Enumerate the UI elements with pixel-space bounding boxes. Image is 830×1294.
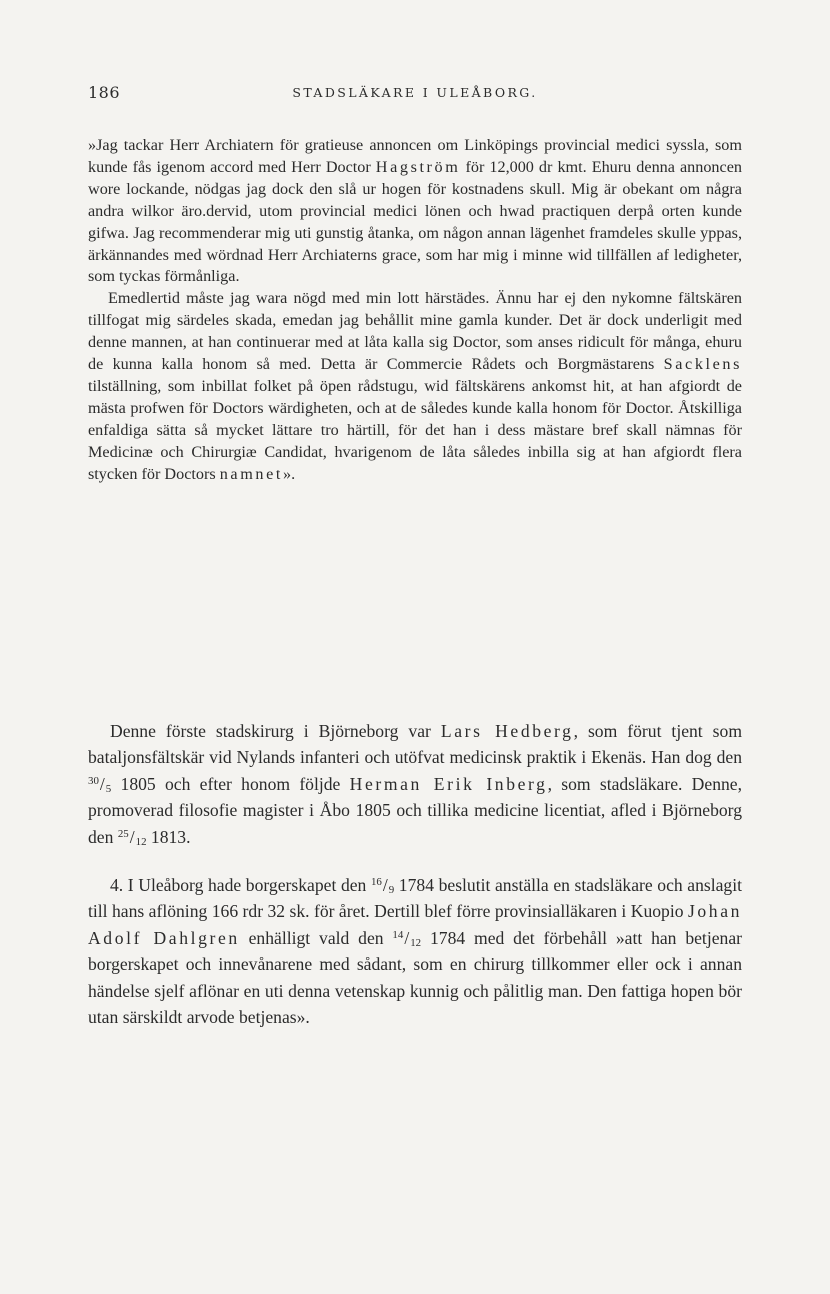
- quote-paragraph-1: »Jag tackar Herr Archiatern för gratieuse annoncen om Linköpings provincial medici syssla, som kunde fås igenom accord med Herr Doctor Hagström för 12,000 dr kmt. Ehuru denna annoncen wore lockande, nödgas jag dock den slå ur hogen för kostnadens skull. Mig är obekant om några andra wilkor äro.dervid, utom provincial medici lönen och hwad practiquen derpå orten kunde gifwa. Jag recommenderar mig uti gunstig åtanka, om någon annan lägenhet framdeles skulle yppas, ärkännandes med wördnad Herr Archiaterns grace, som har mig i minne wid tillfällen af ledigheter, som tyckas förmånliga.: [88, 136, 742, 286]
- person-name: Lars Hedberg: [440, 721, 574, 741]
- page-header: [88, 83, 742, 107]
- spaced-word: namnet: [219, 464, 283, 483]
- close-quote: ».: [282, 464, 296, 483]
- quote-paragraph-2: Emedlertid måste jag wara nögd med min lott härstädes. Ännu har ej den nykomne fältskären tillfogat mig särdeles skada, emedan jag behållit mine gamla kunder. Det är dock underligit med denne mannen, at han continuerar med at låta kalla sig Doctor, som anses ridicult för många, ehuru de kunna kalla honom så med. Detta är Commercie Rådets och Borgmästarens Sacklens tilställning, som inbillat folket på öpen rådstugu, wid fältskärens ankomst hit, at han afgiordt de mästa profwen för Doctors wärdigheten, och at de således kunde kalla honom för Doctor. Åtskilliga enfaldiga sätta så mycket lättare tro härtill, för det han i dess mästare bref skall nämnas för Medicinæ och Chirurgiæ Candidat, hvarigenom de låta således inbilla sig at han afgiordt flera stycken för Doctors namnet».: [88, 289, 742, 483]
- person-name: Hagström: [375, 157, 461, 176]
- open-quote: »: [88, 136, 97, 154]
- body-paragraph-1: Denne förste stadskirurg i Björneborg var Lars Hedberg, som förut tjent som bataljonsfältskär vid Nylands infanteri och utöfvat medicinsk praktik i Ekenäs. Han dog den $^{30}/_5$ 1805 och efter honom följde Herman Erik Inberg, som stadsläkare. Denne, promoverad filosofie magister i Åbo 1805 och tillika medicine licentiat, afled i Björneborg den $^{25}/_{12}$ 1813.: [88, 721, 743, 848]
- date-fraction: $^{30}/_5$: [88, 773, 112, 795]
- person-name: Johan Adolf Dahlgren: [88, 901, 742, 948]
- body-text: [88, 718, 742, 1030]
- quoted-letter: [88, 135, 742, 486]
- date-fraction: $^{16}/_9$: [370, 875, 395, 897]
- page-number: 186: [88, 83, 121, 102]
- running-title: STADSLÄKARE I ULEÅBORG.: [292, 85, 538, 100]
- close-quote: ».: [296, 1007, 310, 1028]
- date-fraction: $^{25}/_{12}$: [117, 826, 147, 848]
- person-name: Sacklens: [663, 355, 742, 374]
- person-name: Herman Erik Inberg: [349, 773, 548, 794]
- date-fraction: $^{14}/_{12}$: [392, 927, 422, 950]
- body-paragraph-2: 4. I Uleåborg hade borgerskapet den $^{16}/_9$ 1784 beslutit anställa en stadsläkare och anslagit till hans aflöning 166 rdr 32 sk. för året. Dertill blef förre provinsialläkaren i Kuopio Johan Adolf Dahlgren enhälligt vald den $^{14}/_{12}$ 1784 med det förbehåll »att han betjenar borgerskapet och innevånarene med sådant, som en chirurg tillkommer eller ock i annan händelse sjelf aflönar en uti denna vetenskap kunnig och pålitlig man. Den fattiga hopen bör utan särskildt arvode betjenas».: [88, 875, 743, 1028]
